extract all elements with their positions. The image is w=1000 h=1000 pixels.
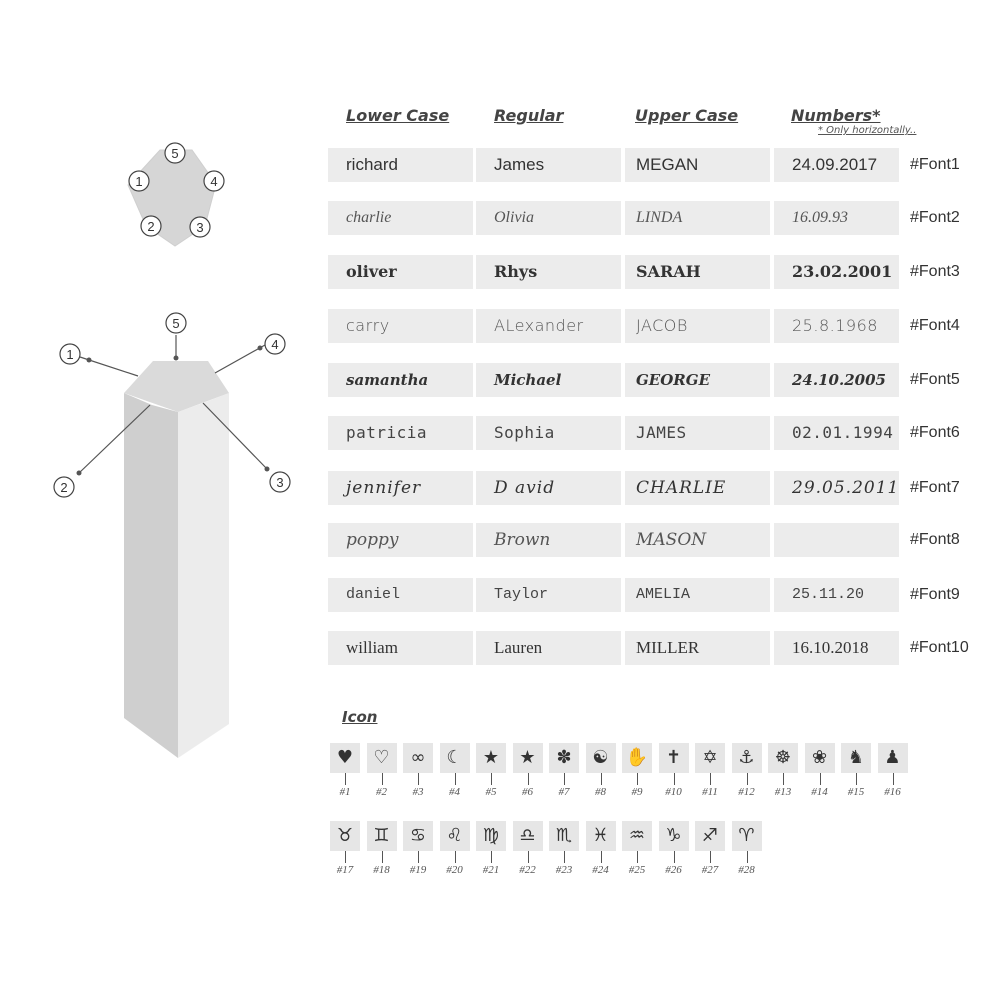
sagittarius-icon: ♐ (695, 821, 725, 851)
icon-stem (637, 851, 638, 863)
icon-option[interactable] (549, 821, 581, 876)
icon-option[interactable] (476, 743, 508, 798)
sample-numbers: 25.11.20 (774, 578, 899, 612)
sample-regular: Lauren (476, 631, 621, 665)
icon-number: #4 (449, 786, 460, 798)
icon-number: #15 (847, 786, 865, 798)
top-view-label: 3 (196, 220, 204, 235)
font-tag: #Font6 (910, 424, 960, 441)
icon-stem (564, 851, 565, 863)
icon-number: #18 (373, 864, 390, 876)
icon-option[interactable] (367, 821, 399, 876)
icon-number: #12 (738, 786, 755, 798)
icon-option[interactable] (622, 821, 654, 876)
sample-lower-case: william (328, 631, 473, 665)
icon-stem (345, 773, 346, 785)
icon-option[interactable] (586, 743, 618, 798)
font-tag: #Font5 (910, 371, 960, 388)
icon-stem (674, 773, 675, 785)
icon-number: #21 (482, 864, 500, 876)
icon-option[interactable] (367, 743, 399, 798)
icon-option[interactable] (586, 821, 618, 876)
top-view-label: 2 (147, 219, 155, 234)
aquarius-icon: ♒ (622, 821, 652, 851)
sample-upper-case: AMELIA (625, 578, 770, 612)
sample-numbers: 25.8.1968 (774, 309, 899, 343)
virgo-icon: ♍ (476, 821, 506, 851)
sample-regular: Taylor (476, 578, 621, 612)
icon-stem (710, 773, 711, 785)
sample-lower-case: carry (328, 309, 473, 343)
icon-option[interactable] (513, 743, 545, 798)
cross-icon: ✝ (659, 743, 689, 773)
sample-numbers (774, 523, 899, 557)
icon-number: #27 (701, 864, 719, 876)
icon-option[interactable] (805, 743, 837, 798)
icon-number: #13 (774, 786, 792, 798)
icon-number: #3 (412, 786, 424, 798)
sample-numbers: 16.10.2018 (774, 631, 899, 665)
numbers-note: * Only horizontally.. (818, 125, 917, 136)
libra-icon: ♎ (513, 821, 543, 851)
lotus-icon: ❀ (805, 743, 835, 773)
sample-numbers: 29.05.2011 (774, 471, 899, 505)
yin-yang-icon: ☯ (586, 743, 616, 773)
sample-regular: ALexander (476, 309, 621, 343)
icon-option[interactable] (403, 821, 435, 876)
header-upper-case: Upper Case (635, 106, 739, 125)
icon-option[interactable] (476, 821, 508, 876)
cat-icon: ♟ (878, 743, 908, 773)
icon-number: #5 (485, 786, 497, 798)
sample-upper-case: JACOB (625, 309, 770, 343)
sample-numbers: 23.02.2001 (774, 255, 899, 289)
icon-stem (637, 773, 638, 785)
sample-regular: Olivia (476, 201, 621, 235)
sample-regular: Rhys (476, 255, 621, 289)
header-regular: Regular (494, 106, 564, 125)
sample-lower-case: charlie (328, 201, 473, 235)
icon-stem (345, 851, 346, 863)
side-view-label: 4 (271, 337, 279, 352)
star-solid-icon: ★ (513, 743, 543, 773)
sample-regular: D avid (476, 471, 621, 505)
star-of-david-icon: ✡ (695, 743, 725, 773)
icon-stem (820, 773, 821, 785)
icon-option[interactable] (841, 743, 873, 798)
paw-icon: ✽ (549, 743, 579, 773)
star-icon: ★ (476, 743, 506, 773)
sample-lower-case: samantha (328, 363, 473, 397)
icon-section-title: Icon (342, 708, 378, 726)
icon-number: #24 (592, 864, 609, 876)
icon-stem (856, 773, 857, 785)
infinity-icon: ∞ (403, 743, 433, 773)
icon-stem (528, 851, 529, 863)
font-tag: #Font8 (910, 531, 960, 548)
icon-option[interactable] (622, 743, 654, 798)
sample-upper-case: GEORGE (625, 363, 770, 397)
icon-stem (491, 773, 492, 785)
side-view-label: 2 (60, 480, 68, 495)
icon-number: #8 (595, 786, 606, 798)
icon-number: #28 (738, 864, 755, 876)
sample-upper-case: SARAH (625, 255, 770, 289)
icon-stem (418, 773, 419, 785)
icon-number: #16 (884, 786, 901, 798)
font-tag: #Font10 (910, 639, 969, 656)
icon-number: #22 (519, 864, 536, 876)
icon-option[interactable] (878, 743, 910, 798)
icon-stem (601, 773, 602, 785)
icon-option[interactable] (513, 821, 545, 876)
sample-upper-case: MASON (625, 523, 770, 557)
icon-number: #11 (702, 786, 718, 798)
icon-number: #26 (665, 864, 682, 876)
aries-icon: ♈ (732, 821, 762, 851)
icon-stem (893, 773, 894, 785)
font-tag: #Font2 (910, 209, 960, 226)
icon-stem (783, 773, 784, 785)
side-view-label: 1 (66, 347, 74, 362)
icon-number: #14 (811, 786, 828, 798)
icon-number: #25 (628, 864, 646, 876)
icon-stem (674, 851, 675, 863)
sample-upper-case: CHARLIE (625, 471, 770, 505)
sample-lower-case: jennifer (328, 471, 473, 505)
hamsa-icon: ✋ (622, 743, 652, 773)
icon-option[interactable] (695, 821, 727, 876)
ship-wheel-icon: ☸ (768, 743, 798, 773)
icon-option[interactable] (659, 821, 691, 876)
icon-number: #19 (409, 864, 427, 876)
icon-number: #10 (665, 786, 682, 798)
gemini-icon: ♊ (367, 821, 397, 851)
icon-number: #6 (522, 786, 533, 798)
side-view-label: 5 (172, 316, 180, 331)
icon-number: #17 (336, 864, 354, 876)
font-tag: #Font9 (910, 586, 960, 603)
sample-lower-case: oliver (328, 255, 473, 289)
header-numbers: Numbers* (791, 106, 881, 125)
icon-stem (455, 851, 456, 863)
icon-option[interactable] (403, 743, 435, 798)
sample-upper-case: LINDA (625, 201, 770, 235)
sample-regular: Sophia (476, 416, 621, 450)
anchor-icon: ⚓ (732, 743, 762, 773)
capricorn-icon: ♑ (659, 821, 689, 851)
icon-stem (601, 851, 602, 863)
sample-upper-case: MILLER (625, 631, 770, 665)
scorpio-icon: ♏ (549, 821, 579, 851)
sample-regular: Michael (476, 363, 621, 397)
cancer-icon: ♋ (403, 821, 433, 851)
icon-option[interactable] (330, 743, 362, 798)
sample-numbers: 16.09.93 (774, 201, 899, 235)
icon-stem (710, 851, 711, 863)
sample-numbers: 24.09.2017 (774, 148, 899, 182)
icon-option[interactable] (330, 821, 362, 876)
font-tag: #Font3 (910, 263, 960, 280)
dog-icon: ♞ (841, 743, 871, 773)
icon-option[interactable] (768, 743, 800, 798)
icon-stem (747, 851, 748, 863)
icon-stem (528, 773, 529, 785)
icon-number: #1 (339, 786, 351, 798)
icon-option[interactable] (732, 743, 764, 798)
icon-number: #9 (631, 786, 643, 798)
header-lower-case: Lower Case (346, 106, 450, 125)
top-view-label: 5 (171, 146, 179, 161)
sample-lower-case: daniel (328, 578, 473, 612)
icon-number: #23 (555, 864, 573, 876)
side-view-label: 3 (276, 475, 284, 490)
icon-option[interactable] (695, 743, 727, 798)
heart-outline-icon: ♡ (367, 743, 397, 773)
top-view-label: 1 (135, 174, 143, 189)
sample-lower-case: patricia (328, 416, 473, 450)
icon-number: #2 (376, 786, 387, 798)
moon-icon: ☾ (440, 743, 470, 773)
icon-stem (491, 851, 492, 863)
icon-stem (418, 851, 419, 863)
icon-stem (747, 773, 748, 785)
sample-numbers: 02.01.1994 (774, 416, 899, 450)
sample-lower-case: poppy (328, 523, 473, 557)
icon-number: #20 (446, 864, 463, 876)
leo-icon: ♌ (440, 821, 470, 851)
icon-option[interactable] (440, 743, 472, 798)
sample-regular: James (476, 148, 621, 182)
sample-upper-case: MEGAN (625, 148, 770, 182)
pisces-icon: ♓ (586, 821, 616, 851)
font-tag: #Font4 (910, 317, 960, 334)
icon-option[interactable] (440, 821, 472, 876)
sample-numbers: 24.10.2005 (774, 363, 899, 397)
icon-option[interactable] (549, 743, 581, 798)
icon-option[interactable] (659, 743, 691, 798)
icon-stem (564, 773, 565, 785)
top-view-label: 4 (210, 174, 218, 189)
font-tag: #Font7 (910, 479, 960, 496)
icon-number: #7 (558, 786, 570, 798)
icon-stem (382, 773, 383, 785)
icon-stem (382, 851, 383, 863)
icon-option[interactable] (732, 821, 764, 876)
font-tag: #Font1 (910, 156, 960, 173)
bar-diagram (0, 0, 320, 800)
heart-icon: ♥ (330, 743, 360, 773)
sample-upper-case: JAMES (625, 416, 770, 450)
sample-regular: Brown (476, 523, 621, 557)
taurus-icon: ♉ (330, 821, 360, 851)
icon-stem (455, 773, 456, 785)
bar-right-face (178, 393, 229, 758)
sample-lower-case: richard (328, 148, 473, 182)
bar-left-face (124, 393, 178, 758)
